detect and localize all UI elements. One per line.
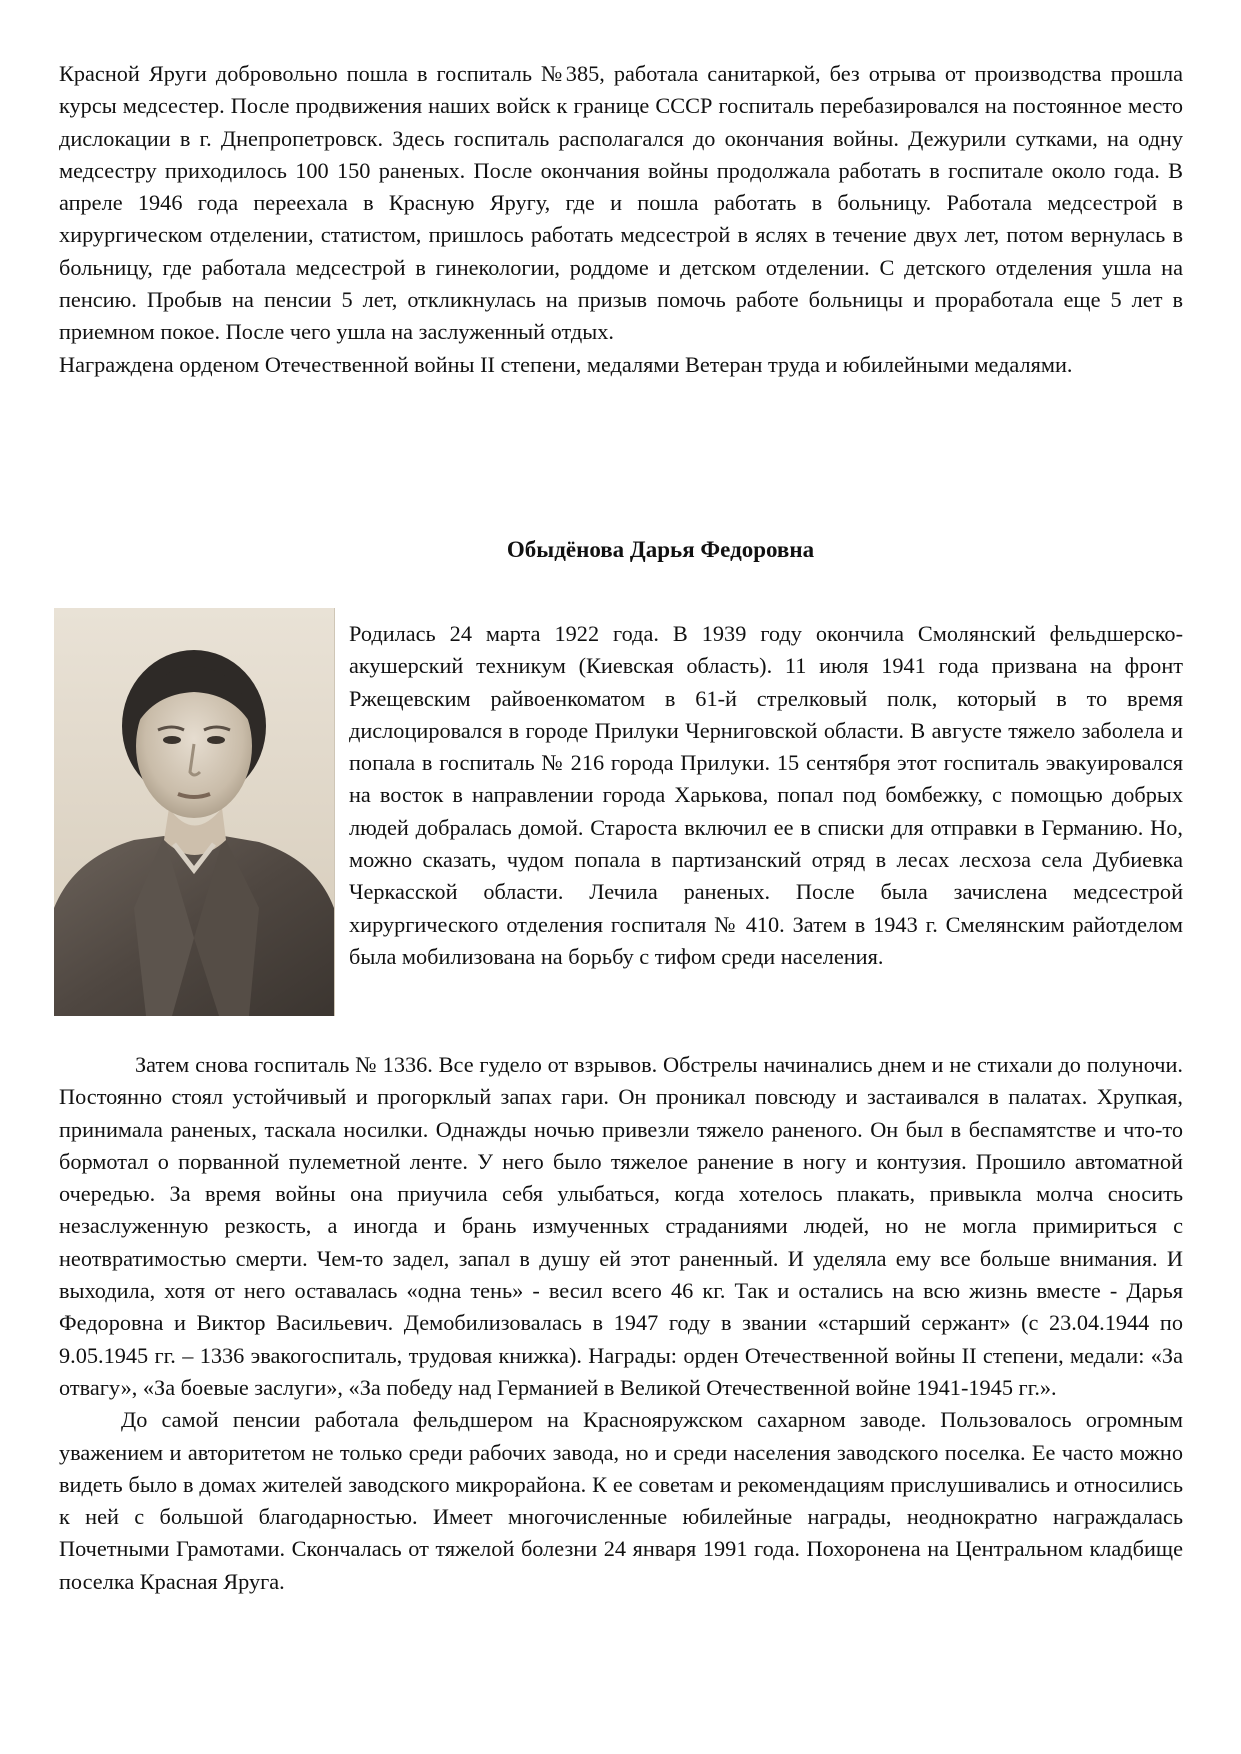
biography-paragraph-1: Родилась 24 марта 1922 года. В 1939 году окончила Смолянский фельдшерско-акушерский техникум (Киевская область). 11 июля 1941 года призвана на фронт Ржещевским райвоенкоматом в 61-й стрелковый полк, который в то время дислоцировался в городе Прилуки Черниговской области. В августе тяжело заболела и попала в госпиталь № 216 города Прилуки. 15 сентября этот госпиталь эвакуировался на восток в направлении города Харькова, попал под бомбежку, с помощью добрых людей добралась домой. Староста включил ее в списки для отправки в Германию. Но, можно сказать, чудом попала в партизанский отряд в лесах лесхоза села Дубиевка Черкасской области. Лечила раненых. После была зачислена медсестрой хирургического отделения госпиталя № 410. Затем в 1943 г. Смелянским райотделом была мобилизована на борьбу с тифом среди населения.: [349, 621, 1183, 969]
biography-section: [59, 618, 1183, 1016]
biography-continuation: [59, 1049, 1183, 1598]
intro-section: [59, 58, 1183, 381]
intro-paragraph: Красной Яруги добровольно пошла в госпиталь №385, работала санитаркой, без отрыва от производства прошла курсы медсестер. После продвижения наших войск к границе СССР госпиталь перебазировался на постоянное место дислокации в г. Днепропетровск. Здесь госпиталь располагался до окончания войны. Дежурили сутками, на одну медсестру приходилось 100 150 раненых. После окончания войны продолжала работать в госпитале около года. В апреле 1946 года переехала в Красную Яругу, где и пошла работать в больницу. Работала медсестрой в хирургическом отделении, статистом, пришлось работать медсестрой в яслях в течение двух лет, потом вернулась в больницу, где работала медсестрой в гинекологии, роддоме и детском отделении. С детского отделения ушла на пенсию. Пробыв на пенсии 5 лет, откликнулась на призыв помочь работе больницы и проработала еще 5 лет в приемном покое. После чего ушла на заслуженный отдых.: [59, 61, 1183, 345]
intro-awards: Награждена орденом Отечественной войны II степени, медалями Ветеран труда и юбилейными медалями.: [59, 351, 1073, 377]
biography-paragraph-3: До самой пенсии работала фельдшером на Краснояружском сахарном заводе. Пользовалось огромным уважением и авторитетом не только среди рабочих завода, но и среди населения заводского поселка. Ее часто можно видеть было в домах жителей заводского микрорайона. К ее советам и рекомендациям прислушивались и относились к ней с большой благодарностью. Имеет многочисленные юбилейные награды, неоднократно награждалась Почетными Грамотами. Скончалась от тяжелой болезни 24 января 1991 года. Похоронена на Центральном кладбище поселка Красная Яруга.: [59, 1407, 1183, 1594]
biography-paragraph-2: Затем снова госпиталь № 1336. Все гудело от взрывов. Обстрелы начинались днем и не стихали до полуночи. Постоянно стоял устойчивый и прогорклый запах гари. Он проникал повсюду и застаивался в палатах. Хрупкая, принимала раненых, таскала носилки. Однажды ночью привезли тяжело раненого. Он был в беспамятстве и что-то бормотал о порванной пулеметной ленте. У него было тяжелое ранение в ногу и контузия. Прошило автоматной очередью. За время войны она приучила себя улыбаться, когда хотелось плакать, привыкла молча сносить незаслуженную резкость, а иногда и брань измученных страданиями людей, но не могла примириться с неотвратимостью смерти. Чем-то задел, запал в душу ей этот раненный. И уделяла ему все больше внимания. И выходила, хотя от него оставалась «одна тень» - весил всего 46 кг. Так и остались на всю жизнь вместе - Дарья Федоровна и Виктор Васильевич. Демобилизовалась в 1947 году в звании «старший сержант» (с 23.04.1944 по 9.05.1945 гг. – 1336 эвакогоспиталь, трудовая книжка). Награды: орден Отечественной войны II степени, медали: «За отвагу», «За боевые заслуги», «За победу над Германией в Великой Отечественной войне 1941-1945 гг.».: [59, 1052, 1183, 1400]
portrait-photo: [54, 608, 335, 1016]
person-name-heading: Обыдёнова Дарья Федоровна: [506, 537, 815, 562]
